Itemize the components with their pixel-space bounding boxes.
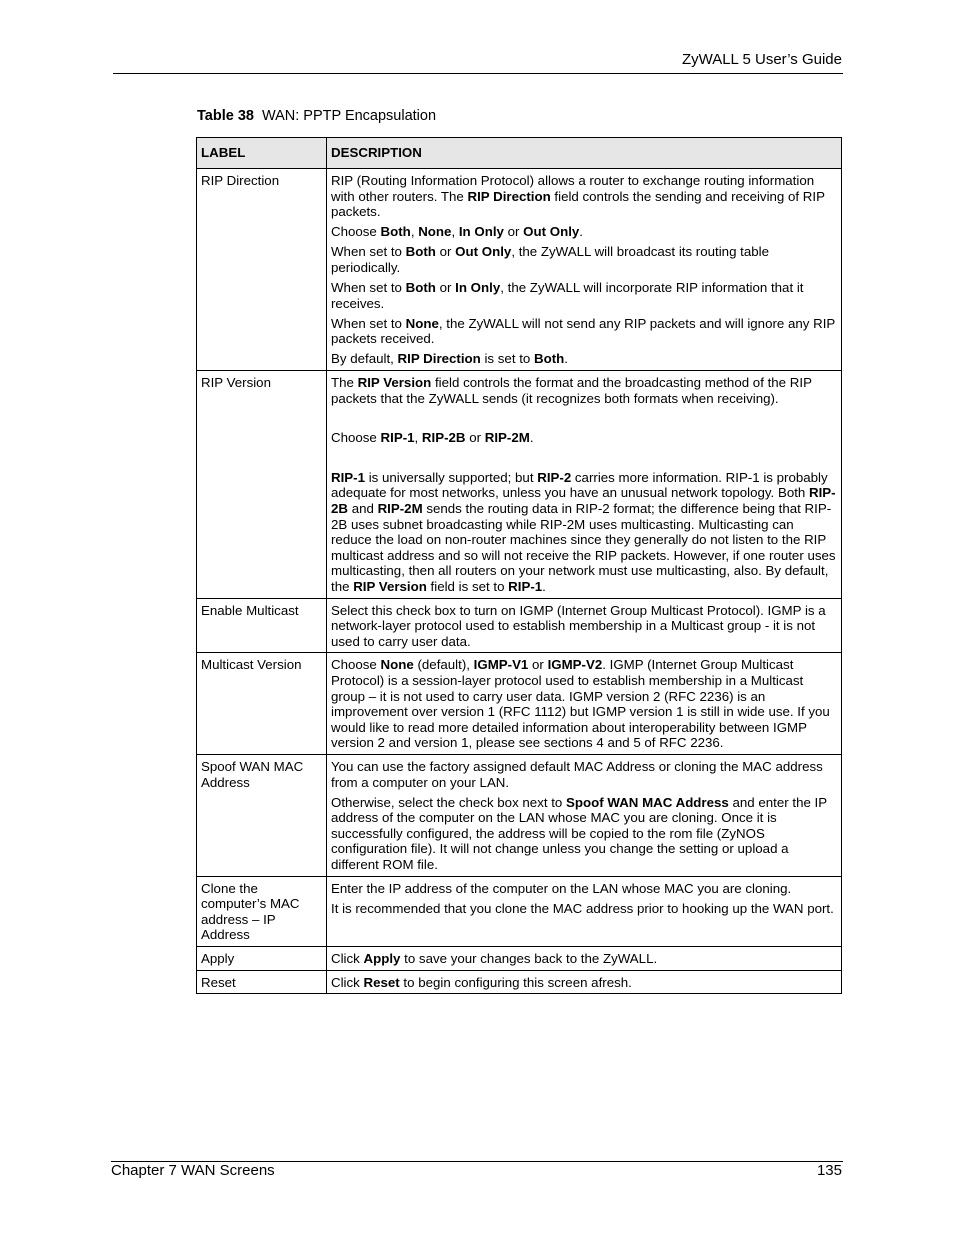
text-run: Select this check box to turn on IGMP (Internet Group Multicast Protocol). IGMP is a network-layer protocol used to establish membership in a Multicast group - it is not used to carry user data. (331, 602, 826, 649)
text-run: and enter the IP address of the computer on the LAN whose MAC you are cloning. Once it is successfully configured, the address will be copied to the rom file (ZyNOS configuration file). It will not change unless you change the setting or upload a different ROM file. (331, 794, 827, 872)
table-row (197, 371, 842, 599)
description-paragraph (331, 280, 837, 311)
text-run: . (564, 351, 568, 367)
text-run: Choose (331, 430, 381, 446)
bold-term: RIP-2B (331, 485, 836, 516)
description-paragraph (331, 603, 837, 650)
row-description (327, 169, 842, 371)
description-paragraph (331, 795, 837, 873)
text-run: , the ZyWALL will incorporate RIP information that it receives. (331, 280, 804, 311)
bold-term: Spoof WAN MAC Address (566, 794, 729, 810)
bold-term: None (380, 657, 414, 673)
header-rule (113, 73, 843, 74)
text-run: Choose (331, 224, 381, 240)
bold-term: IGMP-V2 (547, 657, 603, 673)
text-run: , the ZyWALL will broadcast its routing table periodically. (331, 244, 769, 275)
bold-term: RIP Direction (467, 188, 551, 204)
text-run: . (542, 578, 546, 594)
running-header-title: ZyWALL 5 User’s Guide (681, 51, 842, 68)
row-description (327, 946, 842, 970)
bold-term: RIP-2 (537, 469, 572, 485)
text-run: field controls the format and the broadcasting method of the RIP packets that the ZyWALL sends (it recognizes both formats when receiving). (331, 375, 812, 406)
text-run: When set to (331, 244, 406, 260)
table-row (197, 946, 842, 970)
text-run: field is set to (426, 578, 509, 594)
bold-term: Out Only (455, 244, 512, 260)
description-paragraph (331, 881, 837, 897)
bold-term: Both (405, 244, 436, 260)
text-run: or (503, 224, 524, 240)
text-run: The (331, 375, 358, 391)
text-run: When set to (331, 315, 406, 331)
description-paragraph (331, 224, 837, 240)
bold-term: RIP-1 (331, 469, 365, 485)
text-run: , (414, 430, 422, 446)
bold-term: RIP-2M (484, 430, 530, 446)
text-run: When set to (331, 280, 406, 296)
table-row (197, 754, 842, 876)
row-label: Enable Multicast (197, 598, 327, 653)
text-run: . (529, 430, 534, 446)
footer-page-number: 135 (816, 1162, 842, 1179)
bold-term: RIP Direction (397, 351, 481, 367)
bold-term: None (418, 224, 452, 240)
text-run: to begin configuring this screen afresh. (399, 974, 632, 990)
text-run: . IGMP (Internet Group Multicast Protocol) is a session-layer protocol used to establish membership in a Multicast group – it is not used to carry user data. IGMP version 2 (RFC 2236) is an improvement over version 1 (RFC 1112) but IGMP version 1 is still in wide use. If you would like to read more detailed information about interoperability between IGMP version 2 and version 1, please see sections 4 and 5 of RFC 2236. (331, 657, 830, 751)
bold-term: Both (405, 280, 436, 296)
description-paragraph (331, 173, 837, 220)
column-header-label: LABEL (197, 138, 327, 169)
bold-term: In Only (455, 280, 501, 296)
bold-term: Apply (363, 950, 401, 966)
description-paragraph (331, 351, 837, 367)
text-run: field controls the sending and receiving of RIP packets. (331, 188, 825, 220)
bold-term: RIP Version (357, 375, 432, 391)
description-paragraph (331, 951, 837, 967)
text-run: or (435, 244, 456, 260)
bold-term: RIP-1 (380, 430, 415, 446)
text-run: Click (331, 974, 364, 990)
description-paragraph (331, 430, 837, 446)
description-paragraph (331, 975, 837, 991)
table-row (197, 169, 842, 371)
bold-term: None (405, 315, 439, 331)
column-header-description: DESCRIPTION (327, 138, 842, 169)
text-run: or (465, 430, 485, 446)
description-paragraph (331, 759, 837, 790)
text-run: or (435, 280, 456, 296)
row-description (327, 371, 842, 599)
text-run: or (528, 657, 548, 673)
bold-term: Reset (363, 974, 400, 990)
table-row (197, 970, 842, 994)
bold-term: RIP-2M (377, 501, 423, 516)
row-label: Spoof WAN MAC Address (197, 754, 327, 876)
table-header-row (197, 138, 842, 169)
row-description (327, 598, 842, 653)
row-label: Clone the computer’s MAC address – IP Address (197, 876, 327, 946)
row-label: RIP Direction (197, 169, 327, 371)
footer-chapter: Chapter 7 WAN Screens (111, 1162, 275, 1179)
text-run: Otherwise, select the check box next to (331, 794, 567, 810)
text-run: (default), (413, 657, 474, 673)
bold-term: In Only (458, 224, 504, 240)
text-run: , (451, 224, 459, 240)
row-label: RIP Version (197, 371, 327, 599)
text-run: You can use the factory assigned default MAC Address or cloning the MAC address from a computer on your LAN. (331, 758, 823, 790)
row-label: Multicast Version (197, 653, 327, 755)
text-run: to save your changes back to the ZyWALL. (400, 950, 658, 966)
description-paragraph (331, 470, 837, 595)
text-run: sends the routing data in RIP-2 format; the difference being that RIP-2B uses subnet broadcasting while RIP-2M uses multicasting. Multicasting can reduce the load on non-router machines since they generally do not listen to the RIP multicast address and so will not receive the RIP packets. However, if one router uses multicasting, then all routers on your network must use multicasting, also. By default, the (331, 501, 836, 594)
bold-term: Both (380, 224, 411, 240)
row-description (327, 876, 842, 946)
row-description (327, 970, 842, 994)
table-caption-title: WAN: PPTP Encapsulation (261, 108, 437, 124)
text-run: By default, (331, 351, 398, 367)
text-run: carries more information. RIP-1 is probably adequate for most networks, unless you have an unusual network topology. Both (331, 469, 828, 501)
row-label: Apply (197, 946, 327, 970)
bold-term: RIP-2B (421, 430, 466, 446)
row-description (327, 754, 842, 876)
bold-term: RIP-1 (508, 578, 543, 594)
row-description (327, 653, 842, 755)
text-run: , the ZyWALL will not send any RIP packets and will ignore any RIP packets received. (331, 315, 836, 347)
text-run: , (410, 224, 419, 240)
table-row (197, 653, 842, 755)
table-caption-number: Table 38 (197, 108, 254, 124)
text-run: Choose (331, 657, 381, 673)
text-run: and (348, 501, 378, 516)
description-paragraph (331, 901, 837, 917)
bold-term: Both (534, 351, 565, 367)
table-row (197, 598, 842, 653)
table-row (197, 876, 842, 946)
bold-term: IGMP-V1 (473, 657, 529, 673)
text-run: It is recommended that you clone the MAC address prior to hooking up the WAN port. (331, 900, 834, 916)
text-run: . (579, 224, 583, 240)
description-paragraph (331, 657, 837, 751)
description-paragraph (331, 375, 837, 406)
table-caption (197, 108, 436, 124)
bold-term: RIP Version (353, 578, 427, 594)
description-paragraph (331, 316, 837, 347)
description-paragraph (331, 244, 837, 275)
text-run: RIP (Routing Information Protocol) allows a router to exchange routing information with other routers. The (331, 173, 815, 204)
row-label: Reset (197, 970, 327, 994)
bold-term: Out Only (523, 224, 580, 240)
text-run: Click (331, 950, 364, 966)
text-run: Enter the IP address of the computer on the LAN whose MAC you are cloning. (331, 880, 792, 896)
text-run: is universally supported; but (365, 469, 538, 485)
spec-table (196, 137, 842, 994)
text-run: is set to (480, 351, 534, 367)
